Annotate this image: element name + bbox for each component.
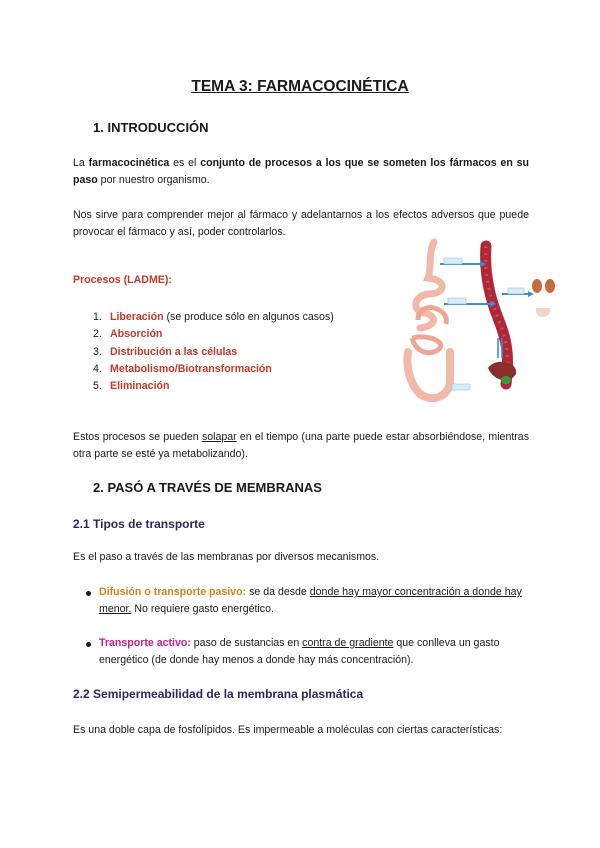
bladder-shape [536, 308, 550, 317]
list-item-activo: Transporte activo: paso de sustancias en contra de gradiente que conlleva un gasto energético (de donde hay menos a donde hay más concentración). [93, 635, 529, 669]
purpose-paragraph: Nos sirve para comprender mejor al fármaco y adelantarnos a los efectos adversos que puede provocar el fármaco y así, poder controlarlos. [73, 209, 529, 238]
bullet-icon [86, 642, 91, 647]
intro-paragraph: La farmacocinética es el conjunto de procesos a los que se someten los fármacos en su paso por nuestro organismo. [73, 157, 529, 186]
label-box [448, 298, 466, 304]
list-item: 5. Eliminación [93, 380, 170, 393]
ladme-list [93, 309, 334, 395]
gallbladder-shape [501, 376, 511, 384]
subsection-heading-tipos: 2.1 Tipos de transporte [73, 517, 205, 531]
section-heading-introduccion: 1. INTRODUCCIÓN [93, 120, 209, 135]
arrow-head-icon [528, 291, 534, 297]
bullet-icon [86, 591, 91, 596]
procesos-heading: Procesos (LADME): [73, 274, 172, 286]
list-item: 4. Metabolismo/Biotransformación [93, 362, 272, 375]
subsection-heading-semipermeabilidad: 2.2 Semipermeabilidad de la membrana plasmática [73, 687, 364, 701]
membrane-paragraph: Es una doble capa de fosfolípidos. Es impermeable a moléculas con ciertas características: [73, 724, 503, 736]
label-box [444, 258, 462, 264]
label-box [452, 384, 470, 390]
colon-shape [408, 352, 451, 398]
kidney-shape [545, 279, 555, 293]
list-item: 1. Liberación (se produce sólo en algunos casos) [93, 311, 334, 323]
kidney-shape [532, 279, 542, 293]
pharmacokinetics-illustration [398, 234, 566, 410]
overlap-paragraph: Estos procesos se pueden solapar en el tiempo (una parte puede estar absorbiéndose, mientras otra parte se esté ya metabolizando). [73, 431, 529, 460]
list-item: 3. Distribución a las células [93, 345, 238, 358]
list-item: 2. Absorción [93, 328, 163, 341]
transport-paragraph: Es el paso a través de las membranas por diversos mecanismos. [73, 551, 380, 563]
list-item-difusion: Difusión o transporte pasivo: se da desde donde hay mayor concentración a donde hay menor. No requiere gasto energético. [93, 584, 529, 618]
label-box [508, 288, 524, 294]
page-title: TEMA 3: FARMACOCINÉTICA [191, 78, 409, 95]
section-heading-membranas: 2. PASÓ A TRAVÉS DE MEMBRANAS [93, 480, 322, 495]
